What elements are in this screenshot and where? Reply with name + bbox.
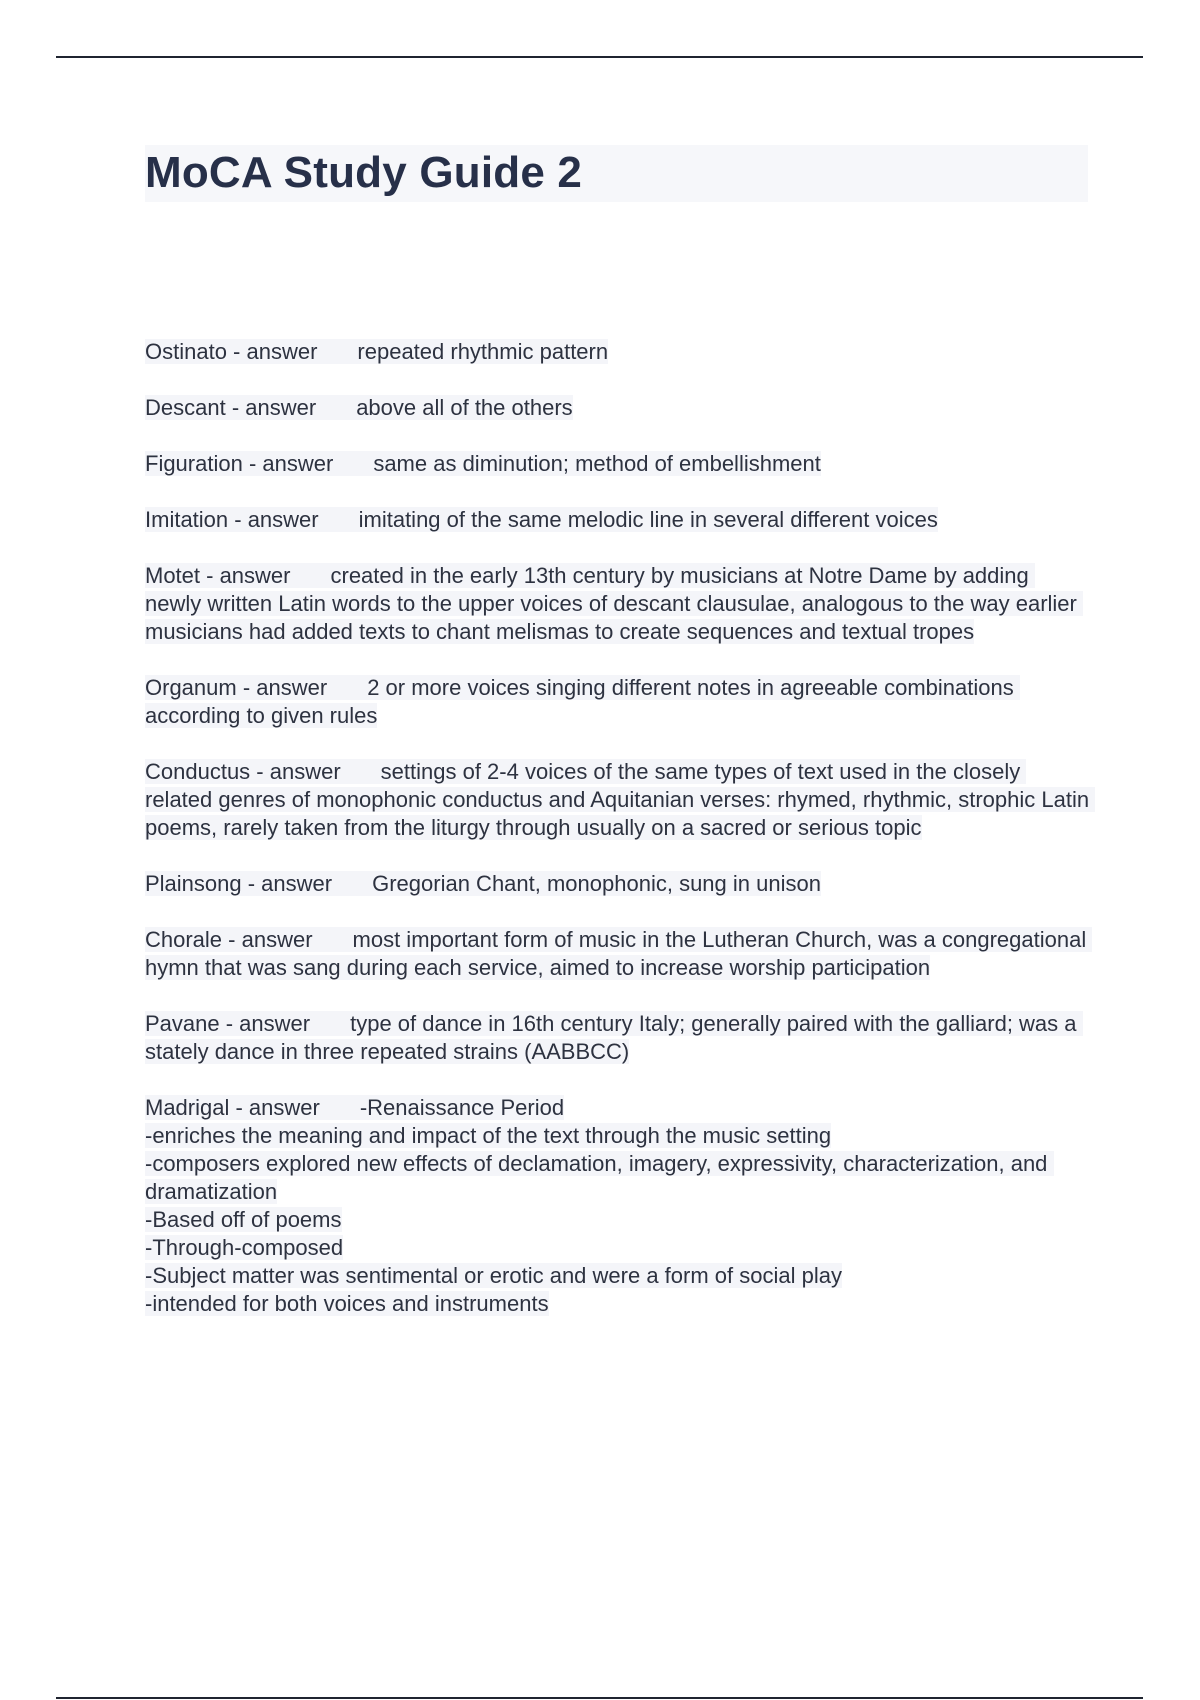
qa-answer: 2 or more voices singing different notes in agreeable combinations according to given rules <box>145 675 1020 728</box>
madrigal-line: -Subject matter was sentimental or erotic and were a form of social play <box>145 1263 842 1288</box>
qa-answer: imitating of the same melodic line in several different voices <box>358 507 938 532</box>
qa-item-ostinato <box>145 338 1090 366</box>
top-divider <box>56 56 1143 58</box>
qa-item-chorale <box>145 926 1093 982</box>
qa-term: Plainsong - answer <box>145 871 333 896</box>
qa-item-descant <box>145 394 1090 422</box>
qa-term: Chorale - answer <box>145 927 313 952</box>
qa-term: Madrigal - answer <box>145 1095 320 1120</box>
qa-list <box>145 338 1096 1346</box>
bottom-divider <box>56 1697 1143 1699</box>
madrigal-line: -enriches the meaning and impact of the text through the music setting <box>145 1123 832 1148</box>
qa-answer: type of dance in 16th century Italy; generally paired with the galliard; was a stately dance in three repeated strains (AABBCC) <box>145 1011 1083 1064</box>
qa-term: Figuration - answer <box>145 451 334 476</box>
qa-item-pavane <box>145 1010 1090 1066</box>
qa-term: Imitation - answer <box>145 507 319 532</box>
qa-term: Motet - answer <box>145 563 291 588</box>
qa-answer: repeated rhythmic pattern <box>357 339 609 364</box>
qa-answer: settings of 2-4 voices of the same types of text used in the closely related genres of monophonic conductus and Aquitanian verses: rhymed, rhythmic, strophic Latin poems, rarely taken from the liturgy through usually on a sacred or serious topic <box>145 759 1096 840</box>
qa-term: Ostinato - answer <box>145 339 318 364</box>
qa-term: Conductus - answer <box>145 759 341 784</box>
qa-answer: same as diminution; method of embellishment <box>373 451 821 476</box>
qa-term: Organum - answer <box>145 675 328 700</box>
qa-item-imitation <box>145 506 1090 534</box>
qa-term: Descant - answer <box>145 395 317 420</box>
qa-item-organum <box>145 674 1090 730</box>
qa-answer: above all of the others <box>356 395 573 420</box>
qa-answer: created in the early 13th century by musicians at Notre Dame by adding newly written Latin words to the upper voices of descant clausulae, analogous to the way earlier musicians had added texts to chant melismas to create sequences and textual tropes <box>145 563 1083 644</box>
page-title: MoCA Study Guide 2 <box>145 148 583 197</box>
qa-item-madrigal <box>145 1094 1090 1318</box>
qa-answer: Gregorian Chant, monophonic, sung in unison <box>372 871 821 896</box>
qa-item-plainsong <box>145 870 1090 898</box>
qa-item-motet <box>145 562 1090 646</box>
qa-item-figuration <box>145 450 1090 478</box>
madrigal-line: -Through-composed <box>145 1235 344 1260</box>
madrigal-line: -composers explored new effects of declamation, imagery, expressivity, characterization, and dramatization <box>145 1151 1054 1204</box>
qa-answer: most important form of music in the Lutheran Church, was a congregational hymn that was sang during each service, aimed to increase worship participation <box>145 927 1093 980</box>
qa-term: Pavane - answer <box>145 1011 311 1036</box>
madrigal-line: -Based off of poems <box>145 1207 342 1232</box>
madrigal-line: -intended for both voices and instruments <box>145 1291 549 1316</box>
qa-answer: -Renaissance Period <box>359 1095 565 1120</box>
qa-item-conductus <box>145 758 1096 842</box>
